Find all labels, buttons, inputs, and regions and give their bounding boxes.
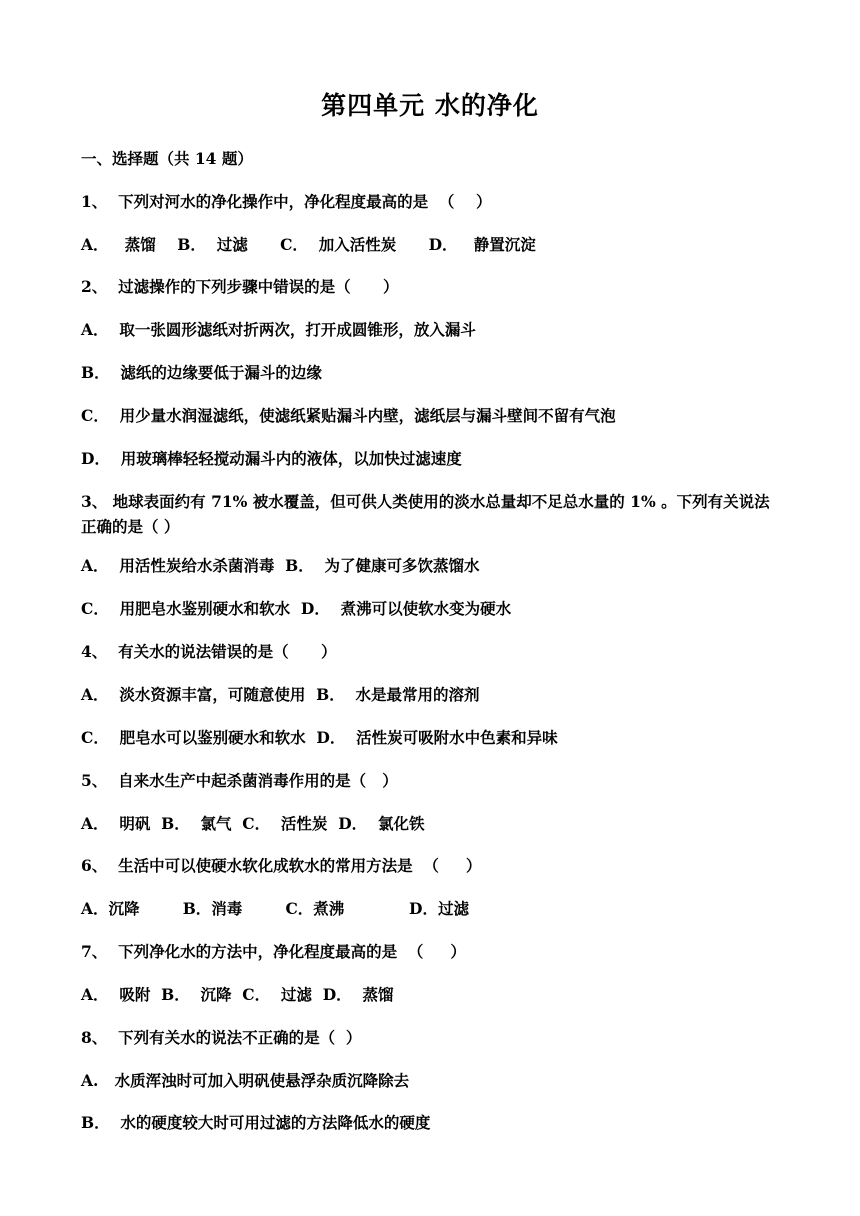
question-4-options-cd: C． 肥皂水可以鉴别硬水和软水 D． 活性炭可吸附水中色素和异味 [81,728,558,747]
page-title: 第四单元 水的净化 [321,91,539,120]
question-8: 8、 下列有关水的说法不正确的是（ ） [81,1028,362,1047]
question-3-options-cd: C． 用肥皂水鉴别硬水和软水 D． 煮沸可以使软水变为硬水 [81,599,512,618]
question-2: 2、 过滤操作的下列步骤中错误的是（ ） [81,277,399,296]
question-6-options: A．沉降 B．消毒 C．煮沸 D．过滤 [81,899,470,918]
question-4-options-ab: A． 淡水资源丰富，可随意使用 B． 水是最常用的溶剂 [81,685,480,704]
question-3: 3、 地球表面约有 71% 被水覆盖，但可供人类使用的淡水总量却不足总水量的 1% 。下列有关说法正确的是（ ） [81,492,770,536]
question-2-option-b: B． 滤纸的边缘要低于漏斗的边缘 [81,363,322,382]
question-8-option-a: A. 水质浑浊时可加入明矾使悬浮杂质沉降除去 [81,1071,410,1090]
question-6: 6、 生活中可以使硬水软化成软水的常用方法是 （ ） [81,856,482,875]
question-3-options-ab: A． 用活性炭给水杀菌消毒 B． 为了健康可多饮蒸馏水 [81,556,480,575]
question-5-options: A． 明矾 B． 氯气 C． 活性炭 D． 氯化铁 [81,814,425,833]
question-8-option-b: B． 水的硬度较大时可用过滤的方法降低水的硬度 [81,1113,431,1132]
question-1-options: A． 蒸馏 B． 过滤 C． 加入活性炭 D． 静置沉淀 [81,235,536,254]
question-5: 5、 自来水生产中起杀菌消毒作用的是（ ） [81,771,398,790]
question-7: 7、 下列净化水的方法中，净化程度最高的是 （ ） [81,942,466,961]
section-heading: 一、选择题（共 14 题） [81,149,253,168]
question-4: 4、 有关水的说法错误的是（ ） [81,642,337,661]
question-2-option-a: A． 取一张圆形滤纸对折两次，打开成圆锥形，放入漏斗 [81,320,476,339]
question-2-option-d: D． 用玻璃棒轻轻搅动漏斗内的液体，以加快过滤速度 [81,449,462,468]
question-7-options: A． 吸附 B． 沉降 C． 过滤 D． 蒸馏 [81,985,394,1004]
question-2-option-c: C． 用少量水润湿滤纸，使滤纸紧贴漏斗内壁，滤纸层与漏斗壁间不留有气泡 [81,406,616,425]
question-1: 1、 下列对河水的净化操作中，净化程度最高的是 （ ） [81,192,492,211]
